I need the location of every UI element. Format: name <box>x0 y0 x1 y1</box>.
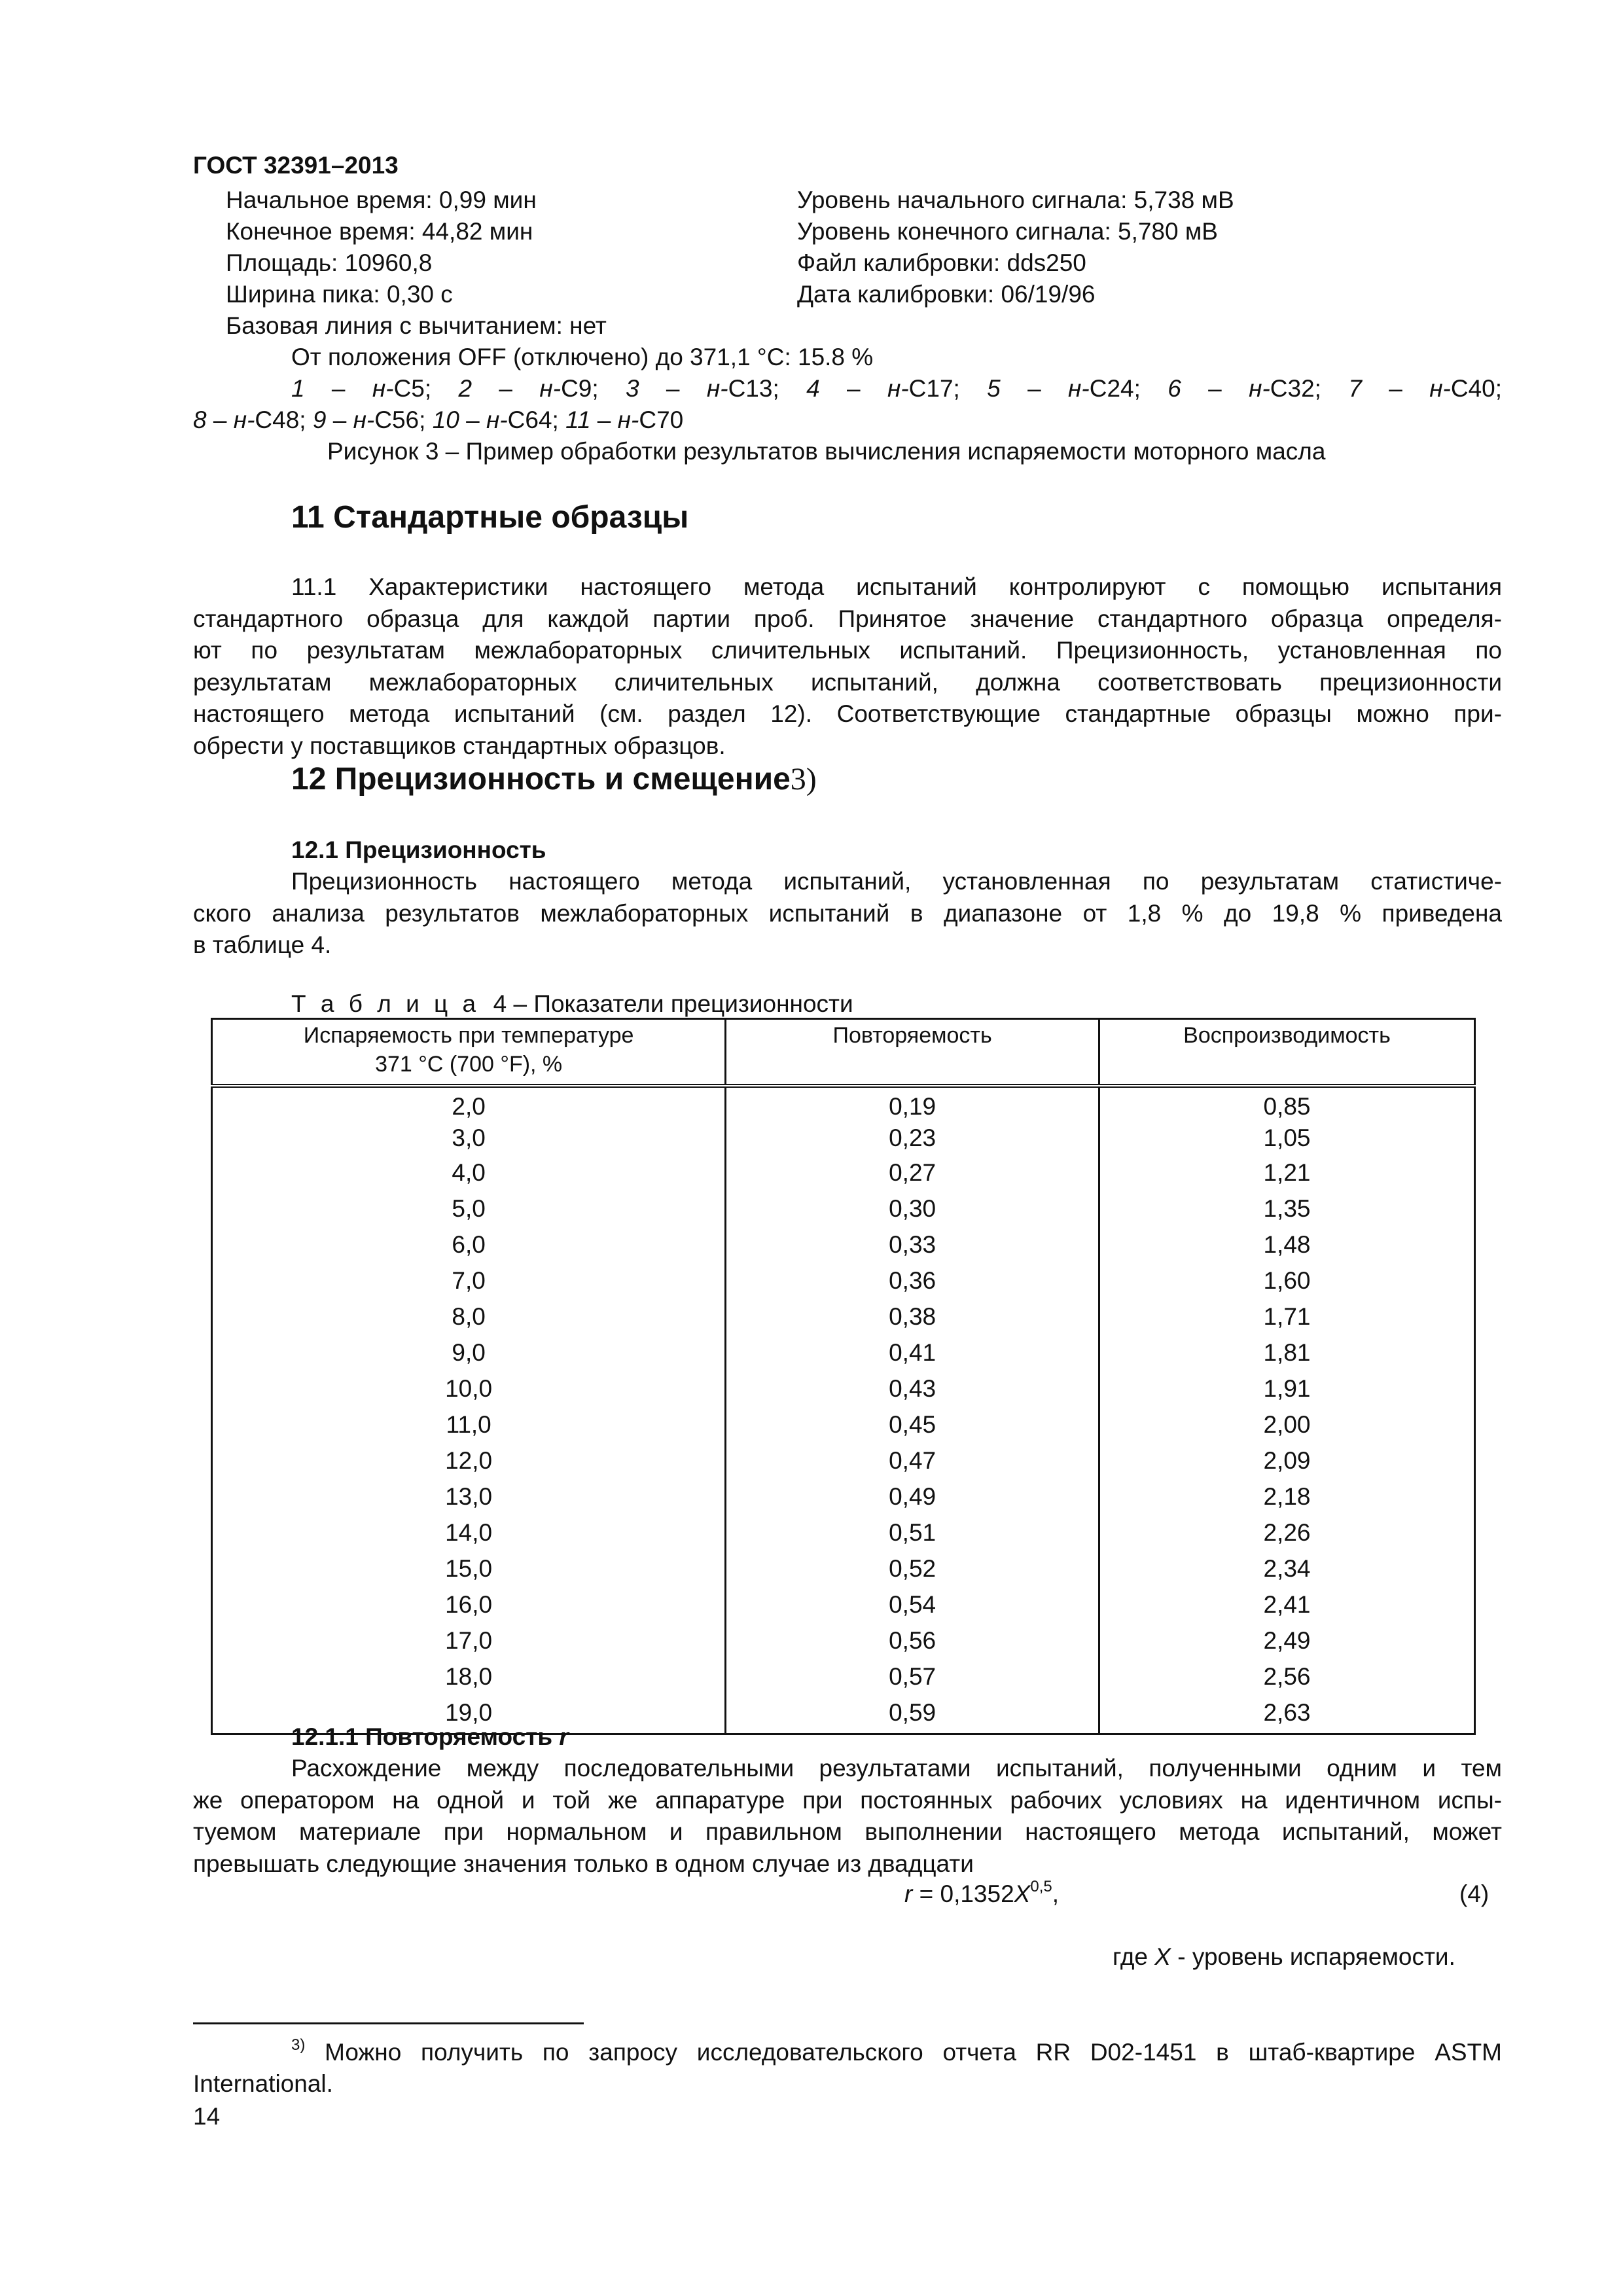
section-11-paragraph <box>193 571 1502 762</box>
legend-compound: С70 <box>639 406 684 433</box>
table-row <box>212 1335 1475 1371</box>
paragraph-line: превышать следующие значения только в одном случае из двадцати <box>193 1850 974 1877</box>
legend-number: 1 <box>291 375 305 402</box>
paragraph-line: стандартного образца для каждой партии проб. Принятое значение стандартного образца определя- <box>193 605 1502 632</box>
volatility-cell: 13,0 <box>212 1479 726 1515</box>
table-caption-text: 4 – Показатели прецизионности <box>493 990 853 1017</box>
legend-number: 10 <box>432 406 459 433</box>
legend-compound: С24; <box>1089 375 1141 402</box>
volatility-cell: 15,0 <box>212 1551 726 1587</box>
figure-legend-line1 <box>291 373 1502 404</box>
where-prefix: где <box>1113 1943 1149 1970</box>
legend-compound: С56; <box>374 406 426 433</box>
reproducibility-cell: 2,09 <box>1099 1443 1474 1479</box>
subsection-title <box>291 1721 569 1753</box>
figure-caption: Рисунок 3 – Пример обработки результатов вычисления испаряемости моторного масла <box>327 438 1326 465</box>
column-header-volatility <box>212 1019 726 1086</box>
paragraph-line: результатам межлабораторных сличительных испытаний, должна соответствовать прецизионности <box>193 668 1502 696</box>
section-title: 11 Стандартные образцы <box>291 500 689 535</box>
legend-item <box>565 406 683 433</box>
legend-number: 3 <box>626 375 639 402</box>
legend-prefix: н- <box>887 375 909 402</box>
legend-compound: С64; <box>507 406 559 433</box>
legend-item <box>291 375 431 402</box>
legend-dash: – <box>326 406 353 433</box>
volatility-cell: 4,0 <box>212 1155 726 1191</box>
report-line: Файл калибровки: dds250 <box>797 249 1086 276</box>
table-row <box>212 1479 1475 1515</box>
document-header: ГОСТ 32391–2013 <box>193 152 399 179</box>
report-line: Уровень конечного сигнала: 5,780 мВ <box>797 218 1218 245</box>
report-line: Площадь: 10960,8 <box>226 249 433 276</box>
formula-eq: = 0,1352 <box>912 1880 1014 1907</box>
legend-item <box>626 375 779 402</box>
legend-dash: – <box>304 375 372 402</box>
formula-tail: , <box>1052 1880 1060 1907</box>
header-line: 371 °С (700 °F), % <box>375 1052 563 1077</box>
where-rest: - уровень испаряемости. <box>1170 1943 1455 1970</box>
formula-var: X <box>1014 1880 1031 1907</box>
legend-number: 6 <box>1168 375 1181 402</box>
formula-number: (4) <box>1459 1880 1489 1907</box>
legend-compound: С48; <box>255 406 306 433</box>
subsection-title-var: r <box>559 1723 569 1750</box>
legend-compound: С32; <box>1270 375 1321 402</box>
legend-item <box>459 375 599 402</box>
table-row <box>212 1227 1475 1263</box>
paragraph-line: настоящего метода испытаний (см. раздел 12). Соответствующие стандартные образцы можно при- <box>193 700 1502 727</box>
legend-dash: – <box>206 406 234 433</box>
legend-prefix: н- <box>706 375 728 402</box>
table-row <box>212 1122 1475 1155</box>
reproducibility-cell: 0,85 <box>1099 1086 1474 1122</box>
legend-compound: С5; <box>393 375 432 402</box>
report-right <box>797 185 1234 310</box>
column-header-repeatability: Повторяемость <box>726 1019 1099 1086</box>
volatility-cell: 9,0 <box>212 1335 726 1371</box>
legend-prefix: н- <box>1429 375 1451 402</box>
table-row <box>212 1155 1475 1191</box>
report-off-line: От положения OFF (отключено) до 371,1 °С: 15.8 % <box>291 344 874 370</box>
figure-legend-line2 <box>193 404 683 436</box>
report-line: Ширина пика: 0,30 с <box>226 281 453 308</box>
reproducibility-cell: 2,00 <box>1099 1407 1474 1443</box>
legend-number: 7 <box>1348 375 1362 402</box>
legend-number: 9 <box>312 406 327 433</box>
legend-prefix: н- <box>1249 375 1270 402</box>
paragraph-line: Расхождение между последовательными результатами испытаний, полученными одним и тем <box>291 1755 1502 1782</box>
table-row <box>212 1443 1475 1479</box>
reproducibility-cell: 1,71 <box>1099 1299 1474 1335</box>
section-1211-paragraph <box>193 1753 1502 1880</box>
table-row <box>212 1551 1475 1587</box>
table-row <box>212 1659 1475 1695</box>
legend-item <box>987 375 1141 402</box>
table-row <box>212 1407 1475 1443</box>
table-row <box>212 1371 1475 1407</box>
legend-number: 11 <box>565 406 591 433</box>
repeatability-cell: 0,33 <box>726 1227 1099 1263</box>
paragraph-line: Прецизионность настоящего метода испытаний, установленная по результатам статистиче- <box>291 868 1502 895</box>
legend-item <box>1168 375 1321 402</box>
legend-compound: С40; <box>1450 375 1503 402</box>
legend-number: 5 <box>987 375 1001 402</box>
legend-dash: – <box>459 406 486 433</box>
footnote-line2: International. <box>193 2070 333 2097</box>
report-line: Базовая линия с вычитанием: нет <box>226 312 607 339</box>
legend-item <box>433 406 559 433</box>
repeatability-cell: 0,51 <box>726 1515 1099 1551</box>
where-var: X <box>1154 1943 1171 1970</box>
repeatability-cell: 0,45 <box>726 1407 1099 1443</box>
formula-where <box>1113 1941 1455 1973</box>
reproducibility-cell: 2,26 <box>1099 1515 1474 1551</box>
volatility-cell: 7,0 <box>212 1263 726 1299</box>
repeatability-cell: 0,49 <box>726 1479 1099 1515</box>
legend-dash: – <box>819 375 887 402</box>
legend-dash: – <box>472 375 540 402</box>
paragraph-line: же оператором на одной и той же аппаратуре при постоянных рабочих условиях на идентичном испы- <box>193 1786 1502 1814</box>
repeatability-cell: 0,36 <box>726 1263 1099 1299</box>
volatility-cell: 8,0 <box>212 1299 726 1335</box>
reproducibility-cell: 2,34 <box>1099 1551 1474 1587</box>
table-row <box>212 1191 1475 1227</box>
section-12-paragraph <box>193 866 1502 961</box>
repeatability-cell: 0,19 <box>726 1086 1099 1122</box>
legend-compound: С13; <box>728 375 779 402</box>
legend-item <box>1348 375 1502 402</box>
table-row <box>212 1263 1475 1299</box>
reproducibility-cell: 1,81 <box>1099 1335 1474 1371</box>
legend-dash: – <box>1000 375 1069 402</box>
paragraph-line: в таблице 4. <box>193 931 332 958</box>
table-row <box>212 1623 1475 1659</box>
legend-dash: – <box>1181 375 1249 402</box>
legend-number: 2 <box>458 375 473 402</box>
page-number: 14 <box>193 2103 221 2130</box>
repeatability-cell: 0,38 <box>726 1299 1099 1335</box>
paragraph-line: 11.1 Характеристики настоящего метода испытаний контролируют с помощью испытания <box>291 573 1502 600</box>
subsection-title: 12.1 Прецизионность <box>291 836 546 863</box>
repeatability-cell: 0,54 <box>726 1587 1099 1623</box>
reproducibility-cell: 1,60 <box>1099 1263 1474 1299</box>
legend-dash: – <box>1361 375 1430 402</box>
footnote-mark: 3) <box>291 2036 306 2054</box>
table-caption <box>291 988 853 1020</box>
repeatability-cell: 0,57 <box>726 1659 1099 1695</box>
reproducibility-cell: 1,48 <box>1099 1227 1474 1263</box>
reproducibility-cell: 2,63 <box>1099 1695 1474 1734</box>
legend-prefix: н- <box>353 406 375 433</box>
legend-prefix: н- <box>372 375 394 402</box>
table-header-row <box>212 1019 1475 1086</box>
repeatability-cell: 0,52 <box>726 1551 1099 1587</box>
volatility-cell: 10,0 <box>212 1371 726 1407</box>
legend-dash: – <box>639 375 707 402</box>
reproducibility-cell: 2,49 <box>1099 1623 1474 1659</box>
paragraph-line: обрести у поставщиков стандартных образцов. <box>193 732 726 759</box>
reproducibility-cell: 2,18 <box>1099 1479 1474 1515</box>
footnote-line1 <box>291 2037 1502 2068</box>
repeatability-cell: 0,41 <box>726 1335 1099 1371</box>
subsection-title-text: 12.1.1 Повторяемость <box>291 1723 553 1750</box>
legend-number: 4 <box>806 375 820 402</box>
repeatability-cell: 0,43 <box>726 1371 1099 1407</box>
legend-prefix: н- <box>233 406 255 433</box>
legend-prefix: н- <box>486 406 508 433</box>
volatility-cell: 11,0 <box>212 1407 726 1443</box>
reproducibility-cell: 1,35 <box>1099 1191 1474 1227</box>
repeatability-cell: 0,56 <box>726 1623 1099 1659</box>
repeatability-cell: 0,30 <box>726 1191 1099 1227</box>
column-header-reproducibility: Воспроизводимость <box>1099 1019 1474 1086</box>
report-line: Начальное время: 0,99 мин <box>226 187 537 213</box>
precision-table <box>211 1018 1476 1735</box>
volatility-cell: 6,0 <box>212 1227 726 1263</box>
formula-4 <box>904 1878 1059 1910</box>
report-line: Конечное время: 44,82 мин <box>226 218 533 245</box>
report-line: Дата калибровки: 06/19/96 <box>797 281 1096 308</box>
repeatability-cell: 0,27 <box>726 1155 1099 1191</box>
reproducibility-cell: 1,21 <box>1099 1155 1474 1191</box>
paragraph-line: ют по результатам межлабораторных сличительных испытаний. Прецизионность, установленная по <box>193 637 1502 664</box>
footnote-ref: 3) <box>790 762 817 797</box>
formula-exponent: 0,5 <box>1030 1878 1052 1895</box>
paragraph-line: туемом материале при нормальном и правильном выполнении настоящего метода испытаний, может <box>193 1818 1502 1845</box>
legend-number: 8 <box>193 406 207 433</box>
volatility-cell: 16,0 <box>212 1587 726 1623</box>
volatility-cell: 17,0 <box>212 1623 726 1659</box>
report-left <box>226 185 607 342</box>
volatility-cell: 14,0 <box>212 1515 726 1551</box>
repeatability-cell: 0,23 <box>726 1122 1099 1155</box>
header-line: Испаряемость при температуре <box>303 1023 634 1048</box>
section-title <box>291 761 817 797</box>
reproducibility-cell: 2,56 <box>1099 1659 1474 1695</box>
table-row <box>212 1086 1475 1122</box>
volatility-cell: 19,0 <box>212 1695 726 1734</box>
legend-dash: – <box>590 406 618 433</box>
footnote-text: Можно получить по запросу исследовательского отчета RR D02-1451 в штаб-квартире ASTM <box>325 2039 1502 2066</box>
table-caption-prefix: Т а б л и ц а <box>291 990 480 1017</box>
repeatability-cell: 0,59 <box>726 1695 1099 1734</box>
legend-item <box>193 406 306 433</box>
legend-compound: С17; <box>908 375 960 402</box>
repeatability-cell: 0,47 <box>726 1443 1099 1479</box>
legend-item <box>313 406 426 433</box>
section-title-text: 12 Прецизионность и смещение <box>291 762 791 797</box>
volatility-cell: 18,0 <box>212 1659 726 1695</box>
legend-compound: С9; <box>561 375 599 402</box>
formula-lhs: r <box>904 1880 913 1907</box>
reproducibility-cell: 2,41 <box>1099 1587 1474 1623</box>
footnote-separator <box>193 2022 584 2024</box>
volatility-cell: 5,0 <box>212 1191 726 1227</box>
table-row <box>212 1299 1475 1335</box>
reproducibility-cell: 1,91 <box>1099 1371 1474 1407</box>
report-line: Уровень начального сигнала: 5,738 мВ <box>797 187 1234 213</box>
table-row <box>212 1587 1475 1623</box>
volatility-cell: 12,0 <box>212 1443 726 1479</box>
legend-prefix: н- <box>617 406 639 433</box>
legend-prefix: н- <box>539 375 562 402</box>
table-row <box>212 1515 1475 1551</box>
volatility-cell: 3,0 <box>212 1122 726 1155</box>
legend-prefix: н- <box>1068 375 1090 402</box>
reproducibility-cell: 1,05 <box>1099 1122 1474 1155</box>
volatility-cell: 2,0 <box>212 1086 726 1122</box>
paragraph-line: ского анализа результатов межлабораторных испытаний в диапазоне от 1,8 % до 19,8 % приведена <box>193 899 1502 927</box>
legend-item <box>806 375 960 402</box>
